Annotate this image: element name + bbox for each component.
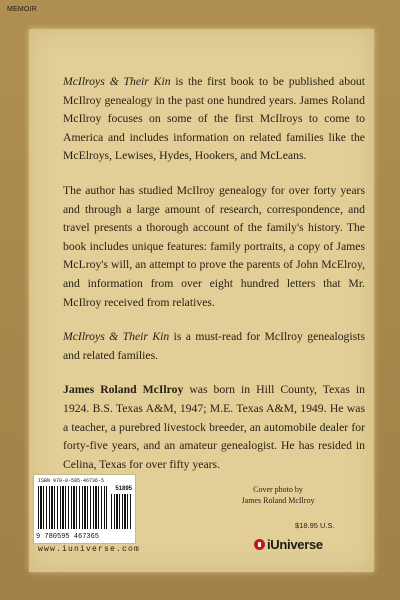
barcode-digits: 9 780595 467365: [36, 533, 100, 541]
isbn-label: ISBN 978-0-595-46736-5: [38, 478, 105, 484]
publisher-name: iUniverse: [267, 536, 323, 552]
price-barcode-bars: [111, 494, 131, 529]
isbn-barcode: [33, 474, 136, 544]
book-title: McIlroys & Their Kin: [63, 75, 171, 88]
publisher-mark-icon: [254, 539, 265, 550]
recommendation-text: is a must-read for McIlroy genealogists and related families.: [63, 330, 365, 362]
description-text: [63, 73, 365, 474]
research-paragraph: The author has studied McIlroy genealogy for over forty years and through a large amount of research, correspondence, and travel presents a thorough account of the family's history. The book includes unique features: family portraits, a copy of James McLroy's will, an attempt to prove the parents of John McElroy, and information from over eight hundred letters that Mr. McIlroy received from relatives.: [63, 183, 365, 309]
publisher-website: www.iuniverse.com: [38, 545, 141, 554]
publisher-logo: [254, 537, 323, 551]
cover-credit: [232, 484, 324, 506]
cover-credit-line2: James Roland McIlroy: [241, 496, 315, 505]
recommendation-paragraph: [63, 328, 365, 365]
barcode-bars: [38, 486, 107, 529]
category-label: MEMOIR: [7, 6, 37, 13]
cover-credit-line1: Cover photo by: [253, 485, 303, 494]
author-bio: [63, 381, 365, 474]
author-name: James Roland McIlroy: [63, 383, 184, 397]
intro-text: is the first book to be published about McIlroy genealogy in the past one hundred years. James Roland McIlroy focuses on some of the first McIlroys to come to America and includes information on related families like the McElroys, Lewises, Hydes, Hookers, and McLeans.: [63, 75, 366, 163]
intro-paragraph: [63, 73, 365, 166]
price: $18.95 U.S.: [295, 521, 335, 530]
price-code: 51895: [115, 486, 132, 492]
author-bio-text: was born in Hill County, Texas in 1924. B.S. Texas A&M, 1947; M.E. Texas A&M, 1949. He was a teacher, a purebred livestock breeder, an automobile dealer for forty-five years, and an amateur genealogist. He has resided in Celina, Texas for over fifty years.: [63, 383, 365, 471]
book-title: McIlroys & Their Kin: [63, 330, 170, 344]
